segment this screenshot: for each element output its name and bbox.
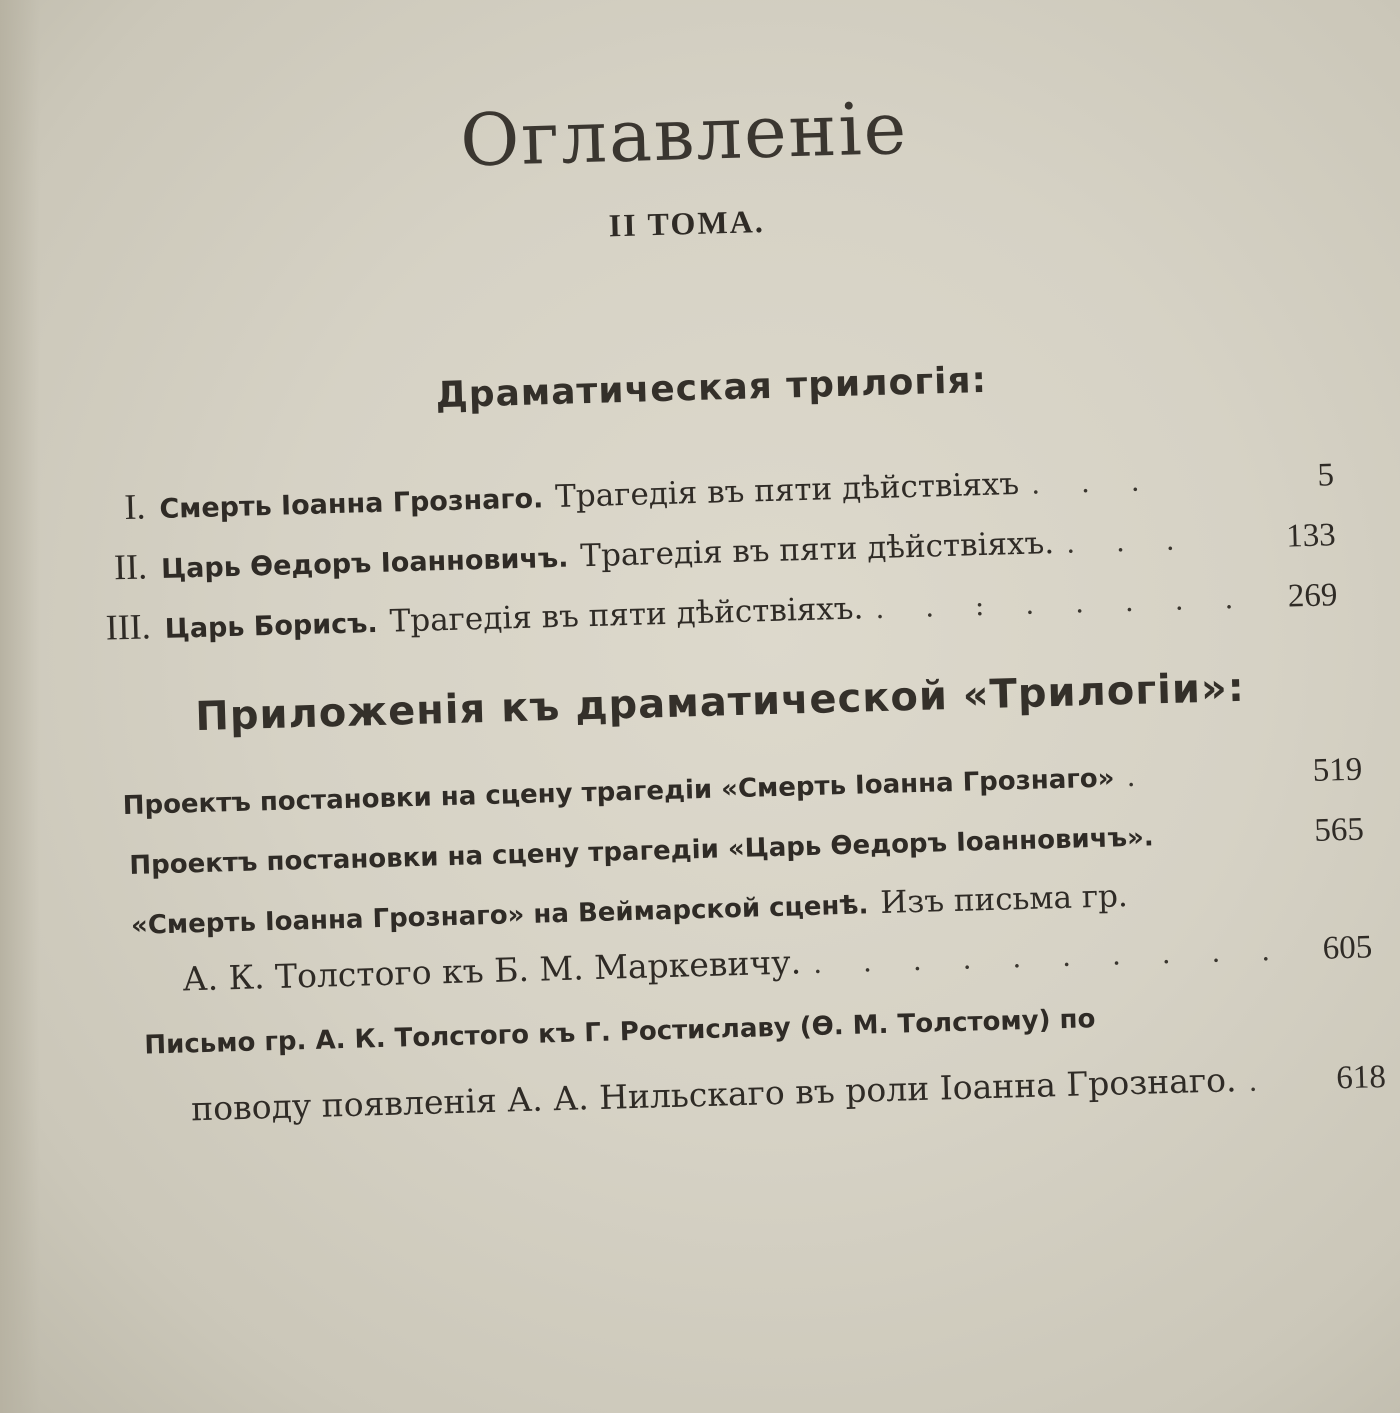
entry-title: Царь Борисъ. — [164, 607, 379, 645]
entry-numeral: II. — [113, 546, 148, 588]
entry-title: Царь Ѳедоръ Іоанновичъ. — [160, 542, 569, 585]
entry-subtitle: Трагедія въ пяти дѣйствіяхъ — [554, 466, 1020, 515]
dot-leader: . . : . . . . . — [874, 581, 1250, 626]
entry-title: Проектъ постановки на сцену трагедіи «Царь Ѳедоръ Іоанновичъ». — [128, 822, 1155, 881]
toc-entry[interactable] — [122, 752, 1363, 824]
entry-subtitle: Изъ письма гр. — [879, 878, 1129, 922]
entry-page-number: 605 — [1322, 929, 1373, 967]
section-heading-appendices: Приложенія къ драматической «Трилогіи»: — [194, 664, 1246, 741]
toc-entry-continuation[interactable] — [182, 926, 1373, 999]
section-heading-trilogy: Драматическая трилогія: — [435, 359, 988, 417]
entry-subtitle: А. К. Толстого къ Б. М. Маркевичу. — [182, 942, 802, 999]
dot-leader: . . . — [1065, 523, 1192, 560]
toc-entry[interactable] — [129, 812, 1365, 883]
toc-entry[interactable] — [144, 996, 1384, 1061]
dot-leader — [1154, 841, 1294, 845]
entry-subtitle: поводу появленія А. А. Нильскаго въ роли Іоанна Грознаго. — [190, 1060, 1237, 1129]
entry-title: Смерть Іоанна Грознаго. — [159, 483, 544, 526]
dot-leader: . — [1248, 1064, 1274, 1098]
entry-subtitle: Трагедія въ пяти дѣйствіяхъ. — [579, 525, 1055, 575]
toc-entry-continuation[interactable] — [191, 1056, 1387, 1129]
entry-page-number: 133 — [1285, 517, 1337, 555]
entry-page-number: 269 — [1287, 577, 1338, 615]
entry-subtitle: Трагедія въ пяти дѣйствіяхъ. — [389, 590, 864, 640]
toc-entry[interactable] — [105, 572, 1338, 648]
entry-title: Письмо гр. А. К. Толстого къ Г. Ростиславу (Ѳ. М. Толстому) по — [144, 1004, 1096, 1061]
page-subtitle: II ТОМА. — [608, 203, 766, 244]
entry-page-number: 618 — [1335, 1059, 1387, 1097]
dot-leader: . . . . . . . . . . — [812, 933, 1287, 980]
page-title: Оглавленіе — [459, 85, 910, 183]
entry-page-number: 519 — [1312, 751, 1363, 789]
dot-leader: . — [1125, 759, 1152, 794]
entry-title: Проектъ постановки на сцену трагедіи «Смерть Іоанна Грознаго» — [122, 763, 1115, 822]
entry-title: «Смерть Іоанна Грознаго» на Веймарской сценѣ. — [130, 890, 869, 941]
dot-leader: . . . — [1030, 464, 1156, 501]
entry-numeral: I. — [123, 486, 146, 527]
entry-page-number: 5 — [1316, 457, 1335, 494]
entry-page-number: 565 — [1313, 811, 1365, 849]
entry-numeral: III. — [105, 606, 152, 648]
